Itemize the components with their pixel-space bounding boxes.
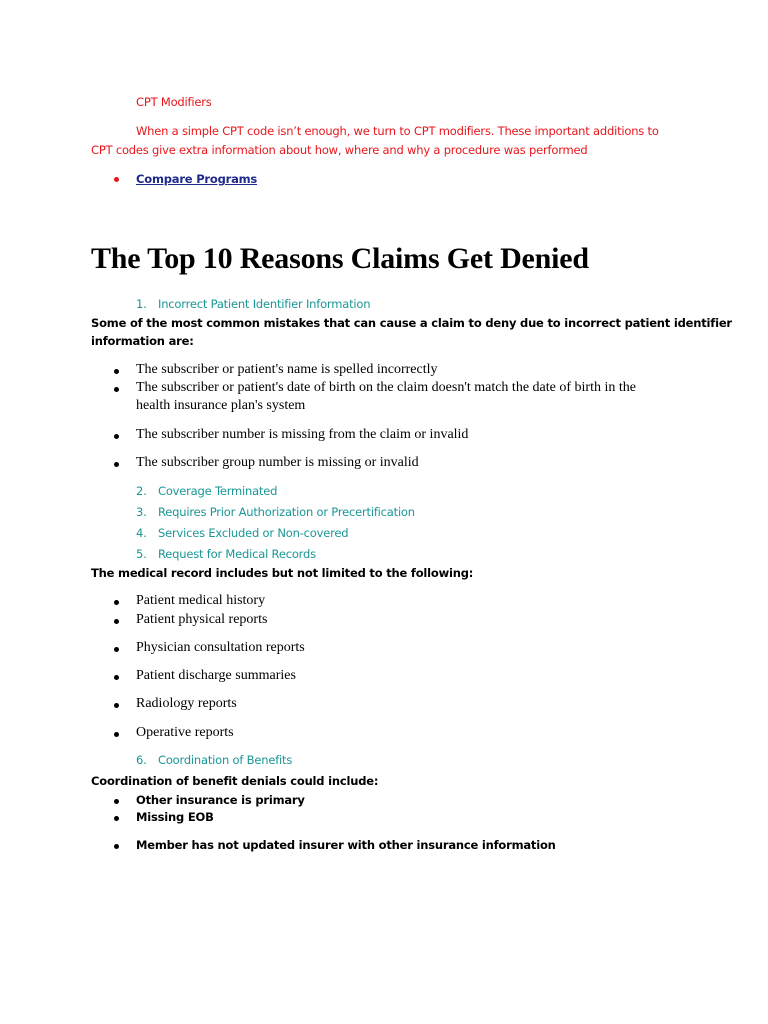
cpt-modifiers-title: CPT Modifiers (136, 95, 212, 109)
reason-6-label: Coordination of Benefits (158, 753, 293, 767)
reason-1-number: 1. (136, 297, 147, 311)
medical-intro: The medical record includes but not limited to the following: (91, 566, 474, 580)
reason-3-number: 3. (136, 505, 147, 519)
bullet (114, 600, 119, 605)
list-item: Radiology reports (136, 696, 237, 711)
bullet (114, 387, 119, 392)
list-item: The subscriber group number is missing or invalid (136, 455, 419, 470)
list-item: Member has not updated insurer with other insurance information (136, 838, 556, 852)
section1-intro-line-1: Some of the most common mistakes that can cause a claim to deny due to incorrect patient identifier (91, 316, 732, 330)
reason-2-label: Coverage Terminated (158, 484, 278, 498)
bullet (114, 799, 119, 804)
list-item: Missing EOB (136, 810, 214, 824)
bullet (114, 647, 119, 652)
reason-1-label: Incorrect Patient Identifier Information (158, 297, 371, 311)
section1-intro-line-2: information are: (91, 334, 194, 348)
list-item: Operative reports (136, 725, 234, 740)
list-item: Patient discharge summaries (136, 668, 296, 683)
bullet (114, 369, 119, 374)
bullet (114, 732, 119, 737)
bullet (114, 816, 119, 821)
link-bullet (114, 177, 119, 182)
intro-line-2: CPT codes give extra information about how, where and why a procedure was performed (91, 143, 588, 157)
bullet (114, 844, 119, 849)
page-heading: The Top 10 Reasons Claims Get Denied (91, 242, 589, 275)
list-item: The subscriber or patient's name is spelled incorrectly (136, 362, 438, 377)
reason-6-number: 6. (136, 753, 147, 767)
section6-intro: Coordination of benefit denials could include: (91, 774, 379, 788)
list-item: Other insurance is primary (136, 793, 305, 807)
list-item: Physician consultation reports (136, 640, 305, 655)
list-item-continuation: health insurance plan's system (136, 398, 306, 413)
reason-3-label: Requires Prior Authorization or Precertification (158, 505, 415, 519)
list-item: Patient physical reports (136, 612, 268, 627)
intro-line-1: When a simple CPT code isn’t enough, we turn to CPT modifiers. These important additions to (136, 124, 659, 138)
list-item: Patient medical history (136, 593, 266, 608)
bullet (114, 619, 119, 624)
bullet (114, 703, 119, 708)
reason-5-number: 5. (136, 547, 147, 561)
list-item: The subscriber number is missing from the claim or invalid (136, 427, 469, 442)
reason-2-number: 2. (136, 484, 147, 498)
list-item: The subscriber or patient's date of birth on the claim doesn't match the date of birth in the (136, 380, 636, 395)
bullet (114, 675, 119, 680)
reason-4-number: 4. (136, 526, 147, 540)
reason-5-label: Request for Medical Records (158, 547, 316, 561)
bullet (114, 434, 119, 439)
reason-4-label: Services Excluded or Non-covered (158, 526, 349, 540)
bullet (114, 462, 119, 467)
compare-programs-link[interactable]: Compare Programs (136, 172, 258, 186)
